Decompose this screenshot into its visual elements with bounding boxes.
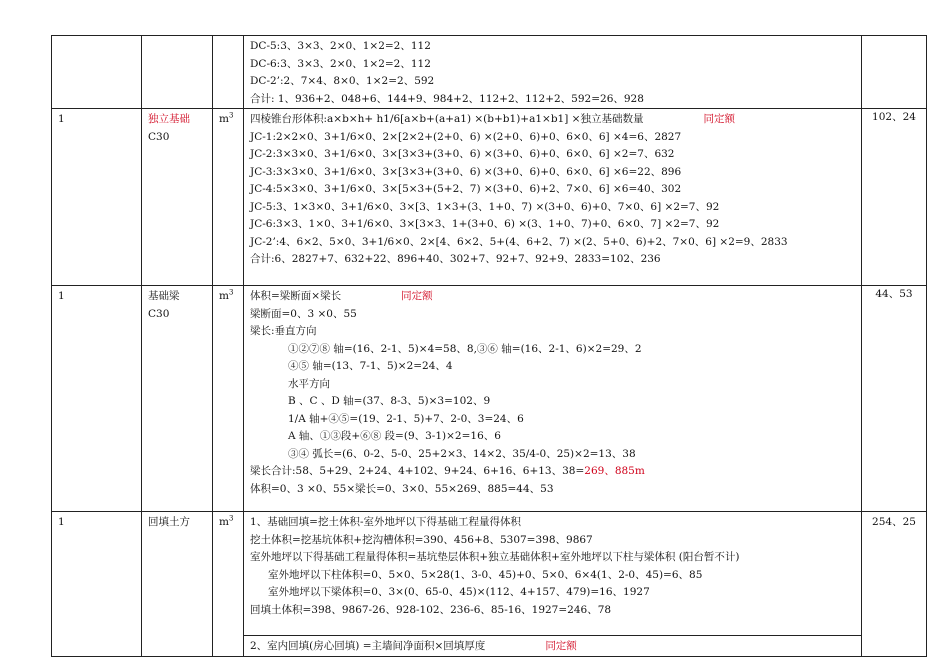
formula-line: DC-6:3、3×3、2×0、1×2=2、112 [250, 57, 431, 70]
formula-line: JC-6:3×3、1×0、3+1/6×0、3×[3×3、1+(3+0、6) ×(3、1+0、7)+0、6×0、7] ×2=7、92 [250, 218, 720, 230]
formula-line: JC-5:3、1×3×0、3+1/6×0、3×[3、1×3+(3、1+0、7) ×(3+0、6)+0、7×0、6] ×2=7、92 [250, 200, 720, 213]
item-name: 基础梁 [148, 290, 180, 302]
formula-line: 体积=0、3 ×0、55×梁长=0、3×0、55×269、885=44、53 [250, 482, 554, 495]
backfill-value: 254、25 [872, 516, 916, 528]
row-index: 1 [58, 290, 65, 302]
formula-total: 梁长合计:58、5+29、2+24、4+102、9+24、6+16、6+13、38=269、885m [250, 465, 645, 477]
formula-line: ①②⑦⑧ 轴=(16、2-1、5)×4=58、8,③⑥ 轴=(16、2-1、6)×2=29、2 [288, 342, 642, 355]
cell-name [142, 36, 213, 109]
cell-unit [213, 109, 244, 286]
formula-header: 体积=梁断面×梁长 同定额 [250, 290, 433, 302]
cell-index [52, 109, 142, 286]
item-grade: C30 [148, 307, 170, 320]
formula-total: 合计:6、2827+7、632+22、896+40、302+7、92+7、92+9、2833=102、236 [250, 253, 661, 265]
quantity-table [51, 35, 927, 657]
unit-label: $m^3$ [219, 288, 234, 302]
cell-name [142, 512, 213, 657]
formula-line: B 、C 、D 轴=(37、8-3、5)×3=102、9 [288, 395, 491, 407]
formula-line: 1、基础回填=挖土体积-室外地坪以下得基础工程量得体积 [250, 516, 522, 528]
row-index: 1 [58, 516, 65, 528]
formula-line: JC-3:3×3×0、3+1/6×0、3×[3×3+(3+0、6) ×(3+0、6)+0、6×0、6] ×6=22、896 [250, 165, 682, 178]
unit-label: $m^3$ [219, 111, 234, 125]
total-length-value: 269、885m [584, 465, 645, 477]
formula-line: 室外地坪以下柱体积=0、5×0、5×28(1、3-0、45)+0、5×0、6×4(1、2-0、45)=6、85 [268, 568, 703, 581]
item-grade: C30 [148, 130, 170, 143]
cell-value [862, 36, 927, 109]
table-row [52, 36, 927, 109]
formula-line: 1/A 轴+④⑤=(19、2-1、5)+7、2-0、3=24、6 [288, 412, 524, 425]
formula-line: 水平方向 [288, 377, 330, 390]
formula-header: 四棱锥台形体积:a×b×h+ h1/6[a×b+(a+a1) ×(b+b1)+a1×b1] ×独立基础数量 同定额 [250, 113, 735, 125]
unit-label: $m^3$ [219, 514, 234, 528]
cell-formula [244, 286, 862, 512]
item-name: 独立基础 [148, 113, 190, 125]
cell-name [142, 109, 213, 286]
formula-line: ④⑤ 轴=(13、7-1、5)×2=24、4 [288, 360, 453, 372]
item-name: 回填土方 [148, 516, 190, 528]
cell-name [142, 286, 213, 512]
cell-index [52, 36, 142, 109]
formula-line: 合计: 1、936+2、048+6、144+9、984+2、112+2、112+2、592=26、928 [250, 92, 644, 105]
formula-line: ③④ 弧长=(6、0-2、5-0、25+2×3、14×2、35/4-0、25)×2=13、38 [288, 447, 636, 460]
formula-line: JC-4:5×3×0、3+1/6×0、3×[5×3+(5+2、7) ×(3+0、6)+2、7×0、6] ×6=40、302 [250, 183, 682, 195]
cell-value: 44、53 [862, 286, 927, 512]
quota-mark: 同定额 [703, 113, 735, 125]
formula-line: JC-2’:4、6×2、5×0、3+1/6×0、2×[4、6×2、5+(4、6+2、7) ×(2、5+0、6)+2、7×0、6] ×2=9、2833 [250, 235, 788, 248]
formula-line: 梁断面=0、3 ×0、55 [250, 307, 357, 320]
cell-unit [213, 512, 244, 657]
cell-unit [213, 36, 244, 109]
cell-formula [244, 36, 862, 109]
cell-formula [244, 636, 862, 657]
table-row [52, 109, 927, 286]
formula-line: 室外地坪以下梁体积=0、3×(0、65-0、45)×(112、4+157、479)=16、1927 [268, 586, 650, 598]
formula-line: DC-2’:2、7×4、8×0、1×2=2、592 [250, 75, 435, 87]
quota-mark: 同定额 [545, 640, 577, 652]
table-row [52, 286, 927, 512]
formula-line: JC-1:2×2×0、3+1/6×0、2×[2×2+(2+0、6) ×(2+0、6)+0、6×0、6] ×4=6、2827 [250, 130, 682, 143]
cell-index [52, 286, 142, 512]
quota-mark: 同定额 [401, 290, 433, 302]
formula-line: 回填土体积=398、9867-26、928-102、236-6、85-16、1927=246、78 [250, 603, 612, 616]
cell-value [862, 512, 927, 657]
row-index: 1 [58, 113, 65, 125]
cell-unit [213, 286, 244, 512]
cell-formula [244, 109, 862, 286]
formula-line: 挖土体积=挖基坑体积+挖沟槽体积=390、456+8、5307=398、9867 [250, 533, 593, 546]
formula-line: JC-2:3×3×0、3+1/6×0、3×[3×3+(3+0、6) ×(3+0、6)+0、6×0、6] ×2=7、632 [250, 148, 675, 160]
formula-line: DC-5:3、3×3、2×0、1×2=2、112 [250, 40, 431, 52]
cell-formula [244, 512, 862, 636]
formula-line: 2、室内回填(房心回填) =主墙间净面积×回填厚度 同定额 [250, 640, 577, 652]
formula-line: 梁长:垂直方向 [250, 325, 317, 337]
cell-value: 102、24 [862, 109, 927, 286]
formula-line: 室外地坪以下得基础工程量得体积=基坑垫层体积+独立基础体积+室外地坪以下柱与梁体积 (阳台暂不计) [250, 551, 740, 563]
table-row [52, 512, 927, 636]
cell-index [52, 512, 142, 657]
formula-line: A 轴、①③段+⑥⑧ 段=(9、3-1)×2=16、6 [288, 430, 501, 442]
